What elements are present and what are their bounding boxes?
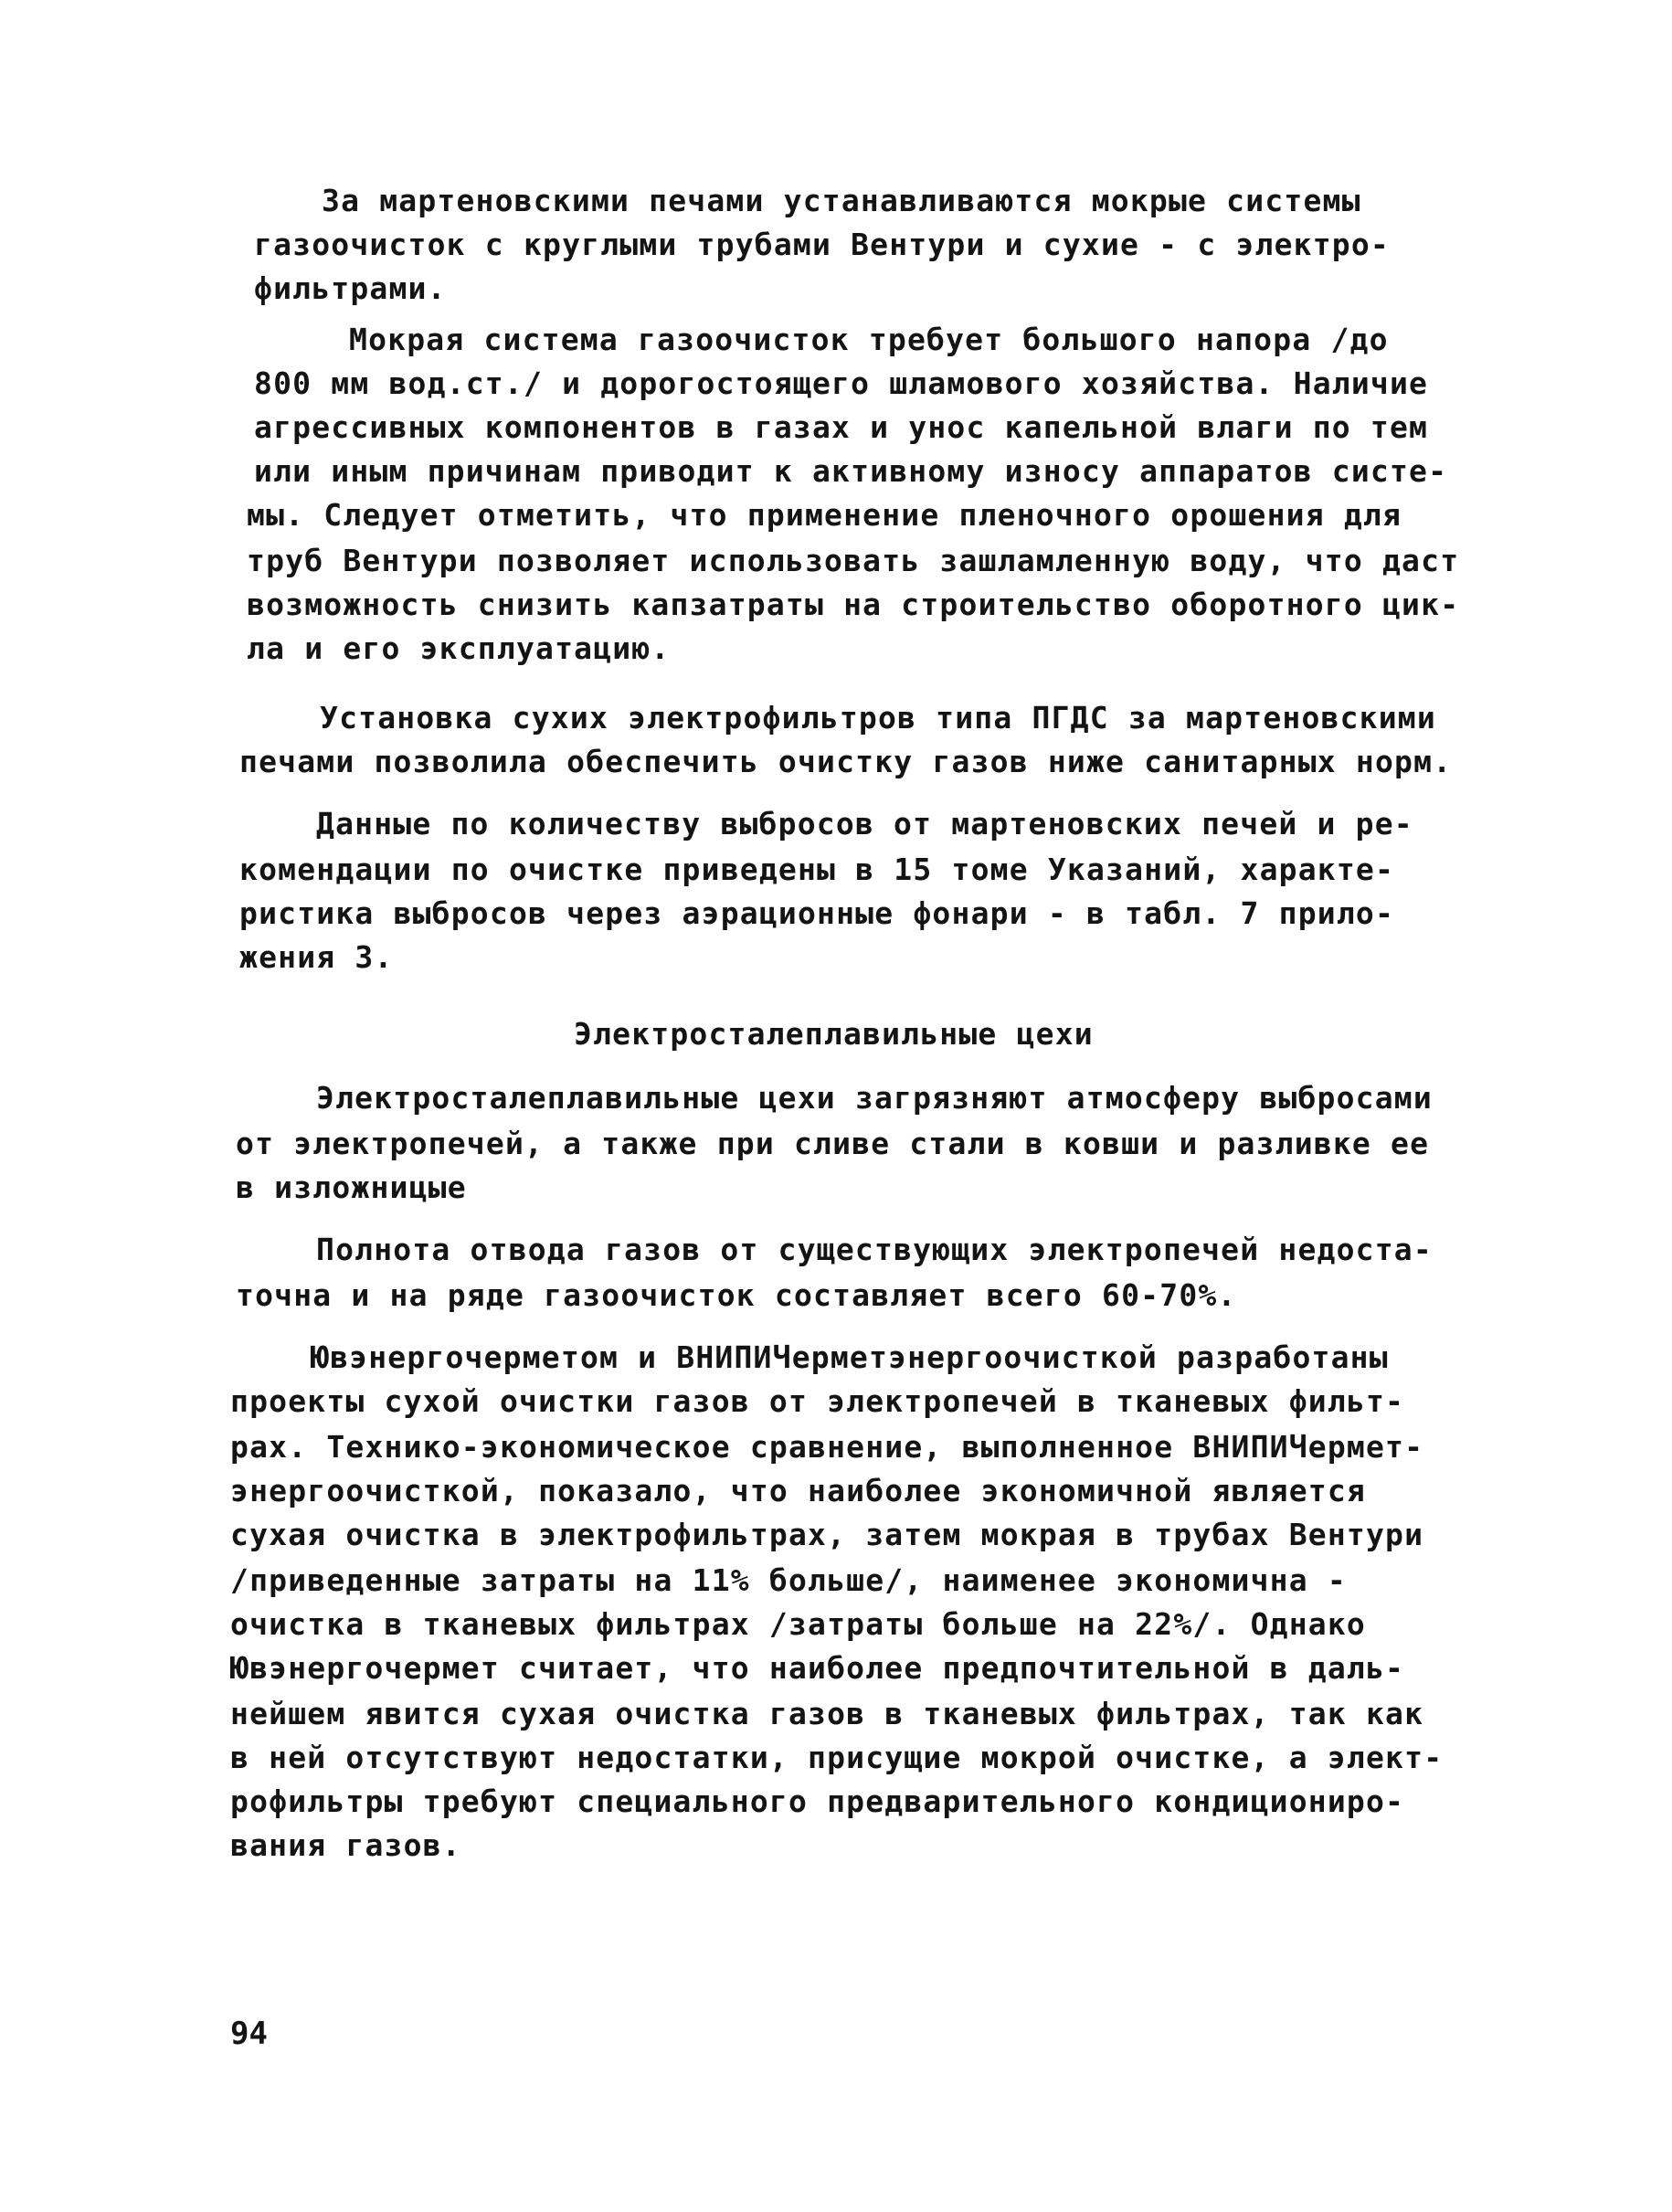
- paragraph-7-line-1: Ювэнергочерметом и ВНИПИЧерметэнергоочисткой разработаны: [311, 1339, 1389, 1375]
- paragraph-1-line-1: За мартеновскими печами устанавливаются мокрые системы: [322, 183, 1361, 218]
- paragraph-4-line-2: комендации по очистке приведены в 15 томе Указаний, характе-: [239, 852, 1395, 887]
- paragraph-4-line-3: ристика выбросов через аэрационные фонари - в табл. 7 прило-: [239, 895, 1395, 931]
- paragraph-1-line-3: фильтрами.: [254, 270, 447, 306]
- paragraph-6-line-2: точна и на ряде газоочисток составляет всего 60-70%.: [236, 1277, 1237, 1313]
- paragraph-4-line-4: жения 3.: [239, 939, 394, 975]
- paragraph-7-line-5: сухая очистка в электрофильтрах, затем мокрая в трубах Вентури: [230, 1517, 1424, 1552]
- paragraph-2-line-7: возможность снизить капзатраты на строительство оборотного цик-: [247, 587, 1460, 622]
- section-heading: Электросталеплавильные цехи: [574, 1016, 1094, 1052]
- paragraph-7-line-8: Ювэнергочермет считает, что наиболее предпочтительной в даль-: [230, 1650, 1405, 1686]
- paragraph-6-line-1: Полнота отвода газов от существующих электропечей недоста-: [316, 1232, 1433, 1267]
- paragraph-7-line-11: рофильтры требуют специального предварительного кондициониро-: [230, 1783, 1405, 1819]
- paragraph-7-line-4: энергоочисткой, показало, что наиболее экономичной является: [230, 1473, 1366, 1508]
- paragraph-7-line-10: в ней отсутствуют недостатки, присущие мокрой очистке, а элект-: [230, 1740, 1444, 1775]
- paragraph-2-line-1: Мокрая система газоочисток требует большого напора /до: [349, 322, 1389, 357]
- paragraph-7-line-3: рах. Технико-экономическое сравнение, выполненное ВНИПИЧермет-: [230, 1429, 1424, 1465]
- paragraph-5-line-3: в изложницые: [236, 1170, 467, 1205]
- paragraph-2-line-8: ла и его эксплуатацию.: [247, 630, 671, 666]
- paragraph-3-line-1: Установка сухих электрофильтров типа ПГДС за мартеновскими: [320, 700, 1436, 736]
- page-number: 94: [230, 2016, 268, 2052]
- paragraph-3-line-2: печами позволила обеспечить очистку газов ниже санитарных норм.: [239, 744, 1453, 779]
- paragraph-2-line-3: агрессивных компонентов в газах и унос капельной влаги по тем: [254, 409, 1429, 445]
- paragraph-2-line-4: или иным причинам приводит к активному износу аппаратов систе-: [254, 453, 1448, 489]
- paragraph-7-line-7: очистка в тканевых фильтрах /затраты больше на 22%/. Однако: [230, 1606, 1366, 1642]
- paragraph-7-line-12: вания газов.: [230, 1827, 461, 1863]
- paragraph-7-line-2: проекты сухой очистки газов от электропечей в тканевых фильт-: [230, 1383, 1405, 1419]
- paragraph-2-line-5: мы. Следует отметить, что применение пленочного орошения для: [247, 497, 1402, 533]
- paragraph-5-line-1: Электросталеплавильные цехи загрязняют атмосферу выбросами: [316, 1080, 1433, 1116]
- paragraph-5-line-2: от электропечей, а также при сливе стали в ковши и разливке ее: [236, 1126, 1430, 1161]
- paragraph-2-line-2: 800 мм вод.ст./ и дорогостоящего шламового хозяйства. Наличие: [254, 365, 1429, 401]
- paragraph-1-line-2: газоочисток с круглыми трубами Вентури и сухие - с электро-: [254, 227, 1390, 262]
- paragraph-4-line-1: Данные по количеству выбросов от мартеновских печей и ре-: [316, 806, 1413, 841]
- paragraph-7-line-6: /приведенные затраты на 11% больше/, наименее экономична -: [230, 1562, 1347, 1598]
- paragraph-7-line-9: нейшем явится сухая очистка газов в тканевых фильтрах, так как: [230, 1696, 1424, 1731]
- paragraph-2-line-6: труб Вентури позволяет использовать зашламленную воду, что даст: [247, 543, 1460, 578]
